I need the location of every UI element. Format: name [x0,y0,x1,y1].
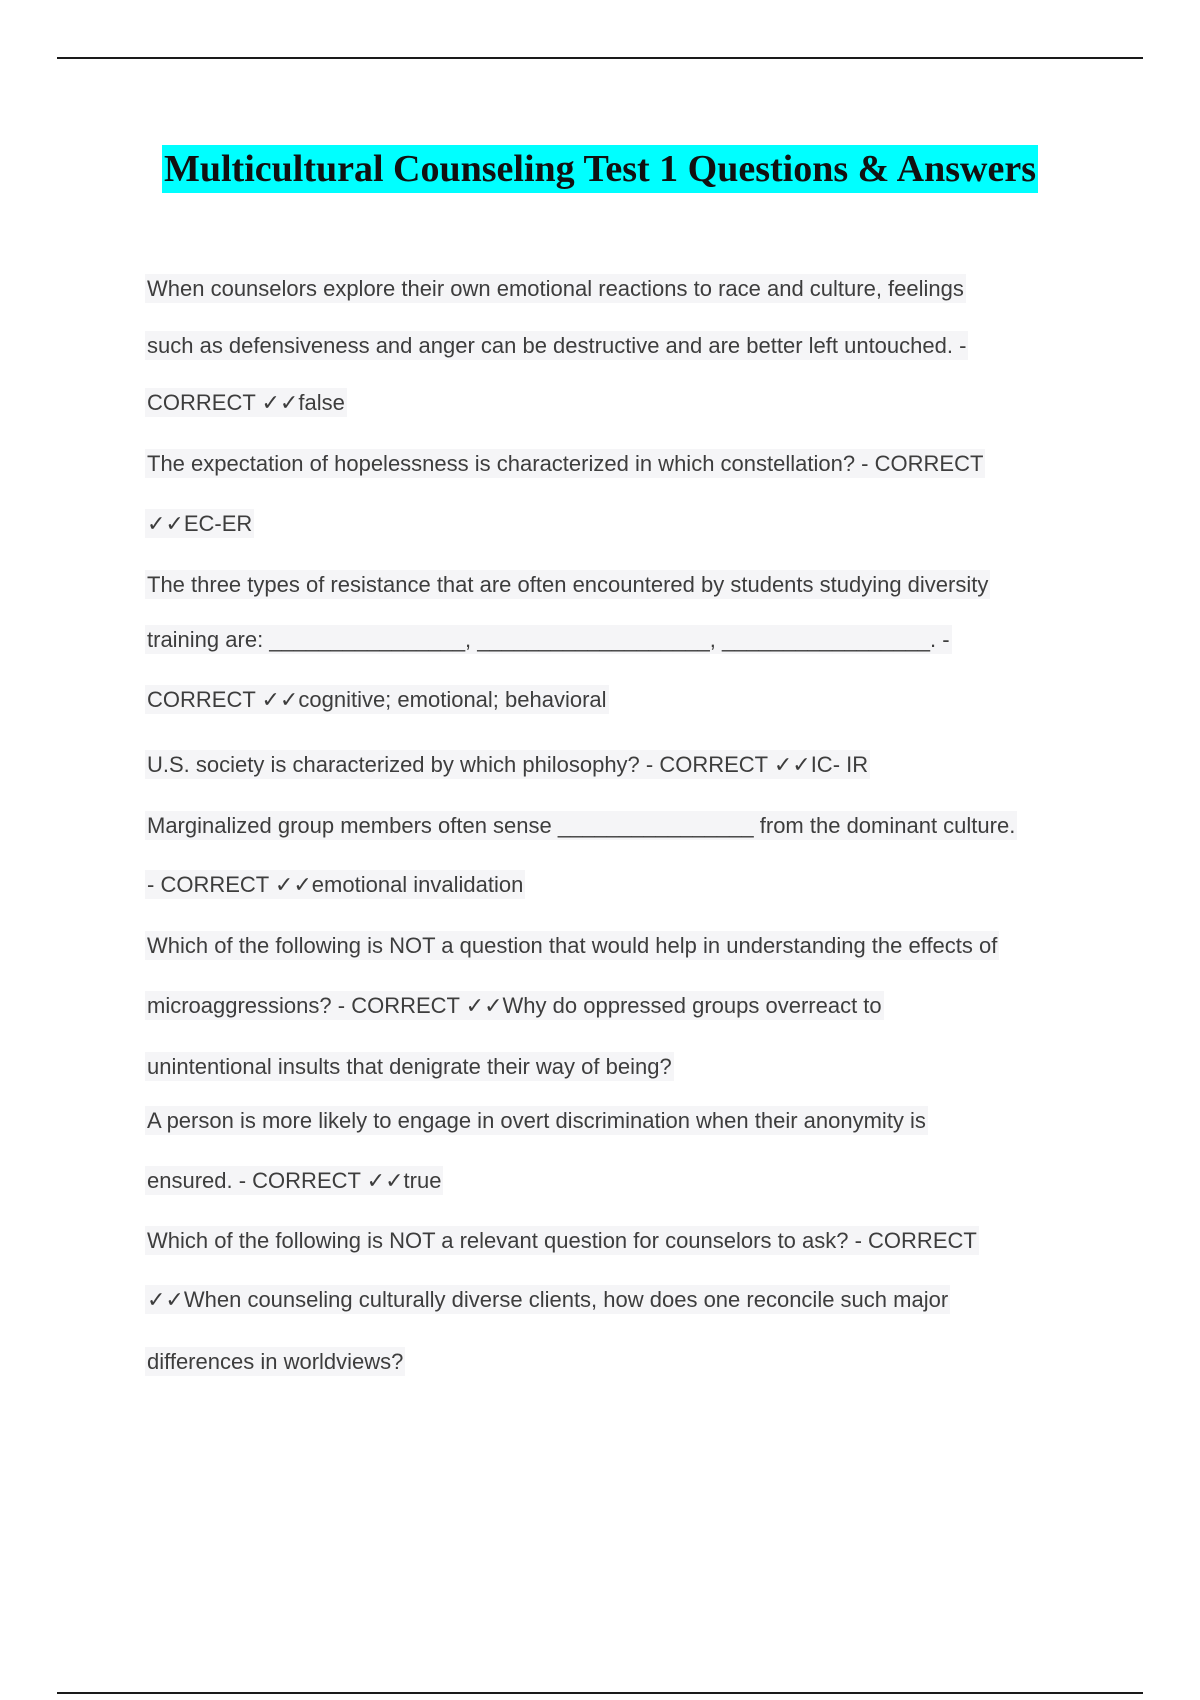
line-text: CORRECT ✓✓cognitive; emotional; behavioral [147,687,607,712]
line-text: ✓✓EC-ER [147,511,253,536]
text-line [145,1051,674,1083]
text-line [145,569,990,601]
top-rule [57,57,1143,59]
line-text: unintentional insults that denigrate their way of being? [147,1054,672,1079]
document-title: Multicultural Counseling Test 1 Questions & Answers [162,145,1038,193]
line-text: Which of the following is NOT a relevant question for counselors to ask? - CORRECT [147,1228,977,1253]
line-text: Marginalized group members often sense ________________ from the dominant culture. [147,813,1016,838]
line-text: ensured. - CORRECT ✓✓true [147,1168,442,1193]
line-text: - CORRECT ✓✓emotional invalidation [147,872,524,897]
line-text: The three types of resistance that are often encountered by students studying diversity [147,572,989,597]
line-text: CORRECT ✓✓false [147,390,345,415]
text-line [145,273,966,305]
line-text: Which of the following is NOT a question that would help in understanding the effects of [147,933,998,958]
text-line [145,810,1017,842]
line-text: differences in worldviews? [147,1349,404,1374]
text-line [145,869,525,901]
line-text: A person is more likely to engage in overt discrimination when their anonymity is [147,1108,926,1133]
bottom-rule [57,1692,1143,1694]
text-line [145,1225,979,1257]
text-line [145,1284,950,1316]
line-text: When counselors explore their own emotional reactions to race and culture, feelings [147,276,964,301]
text-line [145,448,985,480]
text-line [145,1165,443,1197]
line-text: microaggressions? - CORRECT ✓✓Why do oppressed groups overreact to [147,993,882,1018]
text-line [145,1346,405,1378]
text-line [145,387,347,419]
line-text: training are: ________________, ___________________, _________________. - [147,627,950,652]
text-line [145,508,254,540]
text-line [145,624,952,656]
text-line [145,330,968,362]
line-text: ✓✓When counseling culturally diverse clients, how does one reconcile such major [147,1287,949,1312]
line-text: such as defensiveness and anger can be destructive and are better left untouched. - [147,333,967,358]
text-line [145,684,609,716]
text-line [145,930,999,962]
line-text: The expectation of hopelessness is characterized in which constellation? - CORRECT [147,451,984,476]
title-container [0,145,1200,193]
text-line [145,990,884,1022]
line-text: U.S. society is characterized by which philosophy? - CORRECT ✓✓IC- IR [147,752,869,777]
text-line [145,749,870,781]
text-line [145,1105,928,1137]
